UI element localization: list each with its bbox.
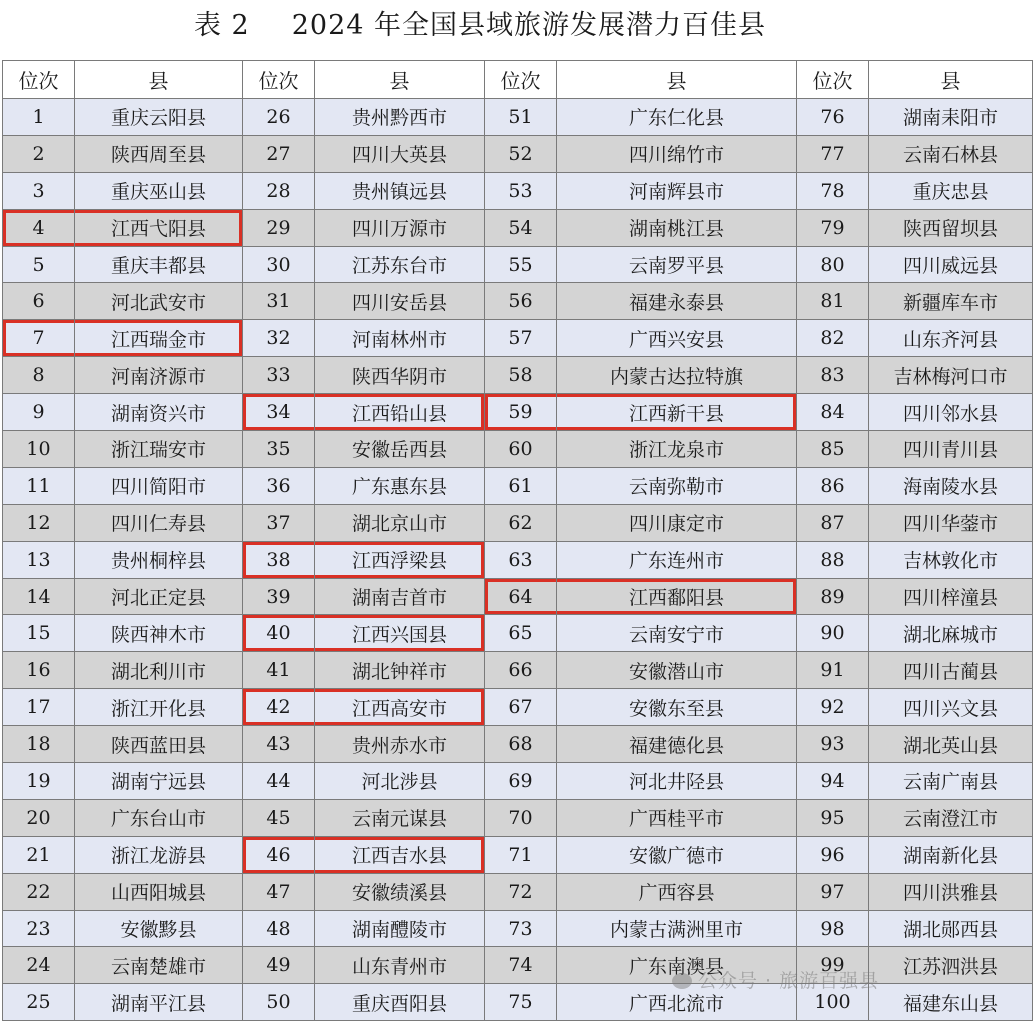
table-row	[3, 799, 1033, 836]
county-cell: 四川邻水县	[869, 394, 1033, 431]
county-cell: 浙江龙游县	[75, 836, 243, 873]
county-cell: 山东齐河县	[869, 320, 1033, 357]
county-cell: 江西鄱阳县	[557, 578, 797, 615]
rank-cell: 73	[485, 910, 557, 947]
rank-cell: 100	[797, 984, 869, 1021]
county-cell: 四川青川县	[869, 431, 1033, 468]
county-cell: 内蒙古满洲里市	[557, 910, 797, 947]
rank-cell: 19	[3, 763, 75, 800]
rank-cell: 46	[243, 836, 315, 873]
county-cell: 贵州黔西市	[315, 99, 485, 136]
rank-cell: 75	[485, 984, 557, 1021]
rank-cell: 79	[797, 209, 869, 246]
county-cell: 四川梓潼县	[869, 578, 1033, 615]
rank-cell: 47	[243, 873, 315, 910]
rank-cell: 95	[797, 799, 869, 836]
header-row	[3, 61, 1033, 99]
rank-cell: 96	[797, 836, 869, 873]
table-row	[3, 320, 1033, 357]
county-cell: 广东仁化县	[557, 99, 797, 136]
county-cell: 重庆巫山县	[75, 172, 243, 209]
county-cell: 湖南耒阳市	[869, 99, 1033, 136]
county-cell: 山东青州市	[315, 947, 485, 984]
table-row	[3, 504, 1033, 541]
table-body	[3, 99, 1033, 1021]
table-row	[3, 357, 1033, 394]
county-cell: 广西容县	[557, 873, 797, 910]
rank-cell: 6	[3, 283, 75, 320]
county-cell: 山西阳城县	[75, 873, 243, 910]
rank-cell: 9	[3, 394, 75, 431]
rank-cell: 44	[243, 763, 315, 800]
county-cell: 重庆云阳县	[75, 99, 243, 136]
rank-cell: 45	[243, 799, 315, 836]
table-row	[3, 431, 1033, 468]
county-cell: 四川简阳市	[75, 467, 243, 504]
county-cell: 湖南资兴市	[75, 394, 243, 431]
rank-cell: 93	[797, 726, 869, 763]
rank-cell: 12	[3, 504, 75, 541]
county-cell: 贵州镇远县	[315, 172, 485, 209]
table-row	[3, 394, 1033, 431]
rank-cell: 13	[3, 541, 75, 578]
county-cell: 四川万源市	[315, 209, 485, 246]
rank-cell: 61	[485, 467, 557, 504]
rank-cell: 72	[485, 873, 557, 910]
county-cell: 江西吉水县	[315, 836, 485, 873]
county-cell: 海南陵水县	[869, 467, 1033, 504]
rank-cell: 31	[243, 283, 315, 320]
rank-cell: 59	[485, 394, 557, 431]
rank-cell: 30	[243, 246, 315, 283]
county-cell: 江苏泗洪县	[869, 947, 1033, 984]
county-cell: 四川仁寿县	[75, 504, 243, 541]
rank-cell: 20	[3, 799, 75, 836]
county-cell: 广西北流市	[557, 984, 797, 1021]
rank-cell: 51	[485, 99, 557, 136]
rank-cell: 70	[485, 799, 557, 836]
county-cell: 广东连州市	[557, 541, 797, 578]
rank-cell: 68	[485, 726, 557, 763]
rank-cell: 60	[485, 431, 557, 468]
rank-cell: 81	[797, 283, 869, 320]
rank-cell: 56	[485, 283, 557, 320]
county-cell: 吉林梅河口市	[869, 357, 1033, 394]
table-row	[3, 873, 1033, 910]
rank-cell: 3	[3, 172, 75, 209]
table-row	[3, 172, 1033, 209]
county-cell: 广西兴安县	[557, 320, 797, 357]
rank-cell: 74	[485, 947, 557, 984]
rank-cell: 10	[3, 431, 75, 468]
rank-cell: 18	[3, 726, 75, 763]
rank-cell: 22	[3, 873, 75, 910]
county-cell: 湖南吉首市	[315, 578, 485, 615]
county-cell: 江苏东台市	[315, 246, 485, 283]
rank-cell: 5	[3, 246, 75, 283]
county-cell: 云南澄江市	[869, 799, 1033, 836]
table-row	[3, 246, 1033, 283]
county-cell: 云南罗平县	[557, 246, 797, 283]
county-cell: 云南广南县	[869, 763, 1033, 800]
rank-cell: 34	[243, 394, 315, 431]
county-cell: 安徽岳西县	[315, 431, 485, 468]
table-row	[3, 135, 1033, 172]
rank-cell: 78	[797, 172, 869, 209]
rank-cell: 29	[243, 209, 315, 246]
table-row	[3, 726, 1033, 763]
watermark-text: 公众号 · 旅游百强县	[698, 970, 880, 992]
rank-cell: 97	[797, 873, 869, 910]
rank-cell: 25	[3, 984, 75, 1021]
rank-cell: 87	[797, 504, 869, 541]
ranking-table	[2, 60, 1033, 1021]
county-cell: 江西高安市	[315, 689, 485, 726]
county-cell: 浙江瑞安市	[75, 431, 243, 468]
rank-cell: 23	[3, 910, 75, 947]
rank-cell: 39	[243, 578, 315, 615]
county-cell: 湖北利川市	[75, 652, 243, 689]
county-cell: 安徽东至县	[557, 689, 797, 726]
county-cell: 河北井陉县	[557, 763, 797, 800]
county-cell: 云南安宁市	[557, 615, 797, 652]
rank-cell: 53	[485, 172, 557, 209]
rank-cell: 66	[485, 652, 557, 689]
table-row	[3, 836, 1033, 873]
county-cell: 广东南澳县	[557, 947, 797, 984]
county-cell: 云南元谋县	[315, 799, 485, 836]
rank-cell: 89	[797, 578, 869, 615]
rank-cell: 99	[797, 947, 869, 984]
county-cell: 湖北麻城市	[869, 615, 1033, 652]
rank-cell: 27	[243, 135, 315, 172]
county-cell: 浙江龙泉市	[557, 431, 797, 468]
rank-cell: 11	[3, 467, 75, 504]
header-rank: 位次	[243, 61, 315, 99]
county-cell: 重庆忠县	[869, 172, 1033, 209]
table-row	[3, 209, 1033, 246]
header-rank: 位次	[485, 61, 557, 99]
table-row	[3, 763, 1033, 800]
county-cell: 河北涉县	[315, 763, 485, 800]
rank-cell: 21	[3, 836, 75, 873]
rank-cell: 17	[3, 689, 75, 726]
county-cell: 广西桂平市	[557, 799, 797, 836]
county-cell: 安徽潜山市	[557, 652, 797, 689]
county-cell: 湖北英山县	[869, 726, 1033, 763]
table-row	[3, 99, 1033, 136]
county-cell: 湖北郧西县	[869, 910, 1033, 947]
county-cell: 四川华蓥市	[869, 504, 1033, 541]
table-row	[3, 652, 1033, 689]
rank-cell: 41	[243, 652, 315, 689]
county-cell: 湖南醴陵市	[315, 910, 485, 947]
county-cell: 浙江开化县	[75, 689, 243, 726]
table-row	[3, 283, 1033, 320]
rank-cell: 71	[485, 836, 557, 873]
county-cell: 河南辉县市	[557, 172, 797, 209]
county-cell: 贵州桐梓县	[75, 541, 243, 578]
county-cell: 江西瑞金市	[75, 320, 243, 357]
wechat-icon	[672, 973, 692, 989]
rank-cell: 91	[797, 652, 869, 689]
rank-cell: 85	[797, 431, 869, 468]
rank-cell: 1	[3, 99, 75, 136]
rank-cell: 69	[485, 763, 557, 800]
rank-cell: 8	[3, 357, 75, 394]
watermark	[672, 966, 879, 993]
rank-cell: 26	[243, 99, 315, 136]
rank-cell: 4	[3, 209, 75, 246]
rank-cell: 24	[3, 947, 75, 984]
county-cell: 四川大英县	[315, 135, 485, 172]
county-cell: 四川古蔺县	[869, 652, 1033, 689]
county-cell: 河北正定县	[75, 578, 243, 615]
county-cell: 云南楚雄市	[75, 947, 243, 984]
rank-cell: 36	[243, 467, 315, 504]
county-cell: 湖南宁远县	[75, 763, 243, 800]
rank-cell: 28	[243, 172, 315, 209]
county-cell: 安徽黟县	[75, 910, 243, 947]
county-cell: 河南济源市	[75, 357, 243, 394]
county-cell: 江西兴国县	[315, 615, 485, 652]
table-title-text: 2024 年全国县域旅游发展潜力百佳县	[291, 10, 767, 41]
rank-cell: 50	[243, 984, 315, 1021]
county-cell: 福建永泰县	[557, 283, 797, 320]
county-cell: 陕西神木市	[75, 615, 243, 652]
county-cell: 湖南平江县	[75, 984, 243, 1021]
county-cell: 四川绵竹市	[557, 135, 797, 172]
rank-cell: 76	[797, 99, 869, 136]
rank-cell: 88	[797, 541, 869, 578]
county-cell: 安徽广德市	[557, 836, 797, 873]
table-row	[3, 689, 1033, 726]
rank-cell: 62	[485, 504, 557, 541]
county-cell: 四川康定市	[557, 504, 797, 541]
county-cell: 云南石林县	[869, 135, 1033, 172]
rank-cell: 16	[3, 652, 75, 689]
county-cell: 湖北钟祥市	[315, 652, 485, 689]
rank-cell: 42	[243, 689, 315, 726]
header-county: 县	[557, 61, 797, 99]
table-row	[3, 578, 1033, 615]
county-cell: 云南弥勒市	[557, 467, 797, 504]
rank-cell: 65	[485, 615, 557, 652]
county-cell: 湖北京山市	[315, 504, 485, 541]
county-cell: 福建东山县	[869, 984, 1033, 1021]
rank-cell: 54	[485, 209, 557, 246]
rank-cell: 94	[797, 763, 869, 800]
county-cell: 江西新干县	[557, 394, 797, 431]
rank-cell: 57	[485, 320, 557, 357]
header-county: 县	[869, 61, 1033, 99]
county-cell: 广东惠东县	[315, 467, 485, 504]
rank-cell: 82	[797, 320, 869, 357]
rank-cell: 86	[797, 467, 869, 504]
rank-cell: 49	[243, 947, 315, 984]
rank-cell: 52	[485, 135, 557, 172]
rank-cell: 83	[797, 357, 869, 394]
county-cell: 四川兴文县	[869, 689, 1033, 726]
county-cell: 江西铅山县	[315, 394, 485, 431]
rank-cell: 98	[797, 910, 869, 947]
table-number: 表 2	[193, 10, 250, 41]
county-cell: 湖南桃江县	[557, 209, 797, 246]
rank-cell: 55	[485, 246, 557, 283]
county-cell: 四川洪雅县	[869, 873, 1033, 910]
county-cell: 河南林州市	[315, 320, 485, 357]
county-cell: 江西弋阳县	[75, 209, 243, 246]
rank-cell: 58	[485, 357, 557, 394]
table-row	[3, 541, 1033, 578]
header-rank: 位次	[3, 61, 75, 99]
table-title	[0, 6, 960, 46]
county-cell: 陕西留坝县	[869, 209, 1033, 246]
rank-cell: 38	[243, 541, 315, 578]
rank-cell: 84	[797, 394, 869, 431]
county-cell: 陕西周至县	[75, 135, 243, 172]
county-cell: 内蒙古达拉特旗	[557, 357, 797, 394]
county-cell: 重庆丰都县	[75, 246, 243, 283]
county-cell: 重庆酉阳县	[315, 984, 485, 1021]
county-cell: 新疆库车市	[869, 283, 1033, 320]
header-county: 县	[315, 61, 485, 99]
header-rank: 位次	[797, 61, 869, 99]
rank-cell: 80	[797, 246, 869, 283]
rank-cell: 64	[485, 578, 557, 615]
table-row	[3, 467, 1033, 504]
county-cell: 四川威远县	[869, 246, 1033, 283]
county-cell: 安徽绩溪县	[315, 873, 485, 910]
rank-cell: 15	[3, 615, 75, 652]
county-cell: 河北武安市	[75, 283, 243, 320]
rank-cell: 63	[485, 541, 557, 578]
rank-cell: 40	[243, 615, 315, 652]
table-row	[3, 615, 1033, 652]
county-cell: 广东台山市	[75, 799, 243, 836]
county-cell: 吉林敦化市	[869, 541, 1033, 578]
rank-cell: 35	[243, 431, 315, 468]
rank-cell: 37	[243, 504, 315, 541]
rank-cell: 48	[243, 910, 315, 947]
rank-cell: 67	[485, 689, 557, 726]
county-cell: 四川安岳县	[315, 283, 485, 320]
rank-cell: 7	[3, 320, 75, 357]
county-cell: 陕西蓝田县	[75, 726, 243, 763]
header-county: 县	[75, 61, 243, 99]
county-cell: 陕西华阴市	[315, 357, 485, 394]
county-cell: 福建德化县	[557, 726, 797, 763]
rank-cell: 77	[797, 135, 869, 172]
rank-cell: 2	[3, 135, 75, 172]
county-cell: 湖南新化县	[869, 836, 1033, 873]
rank-cell: 90	[797, 615, 869, 652]
rank-cell: 43	[243, 726, 315, 763]
rank-cell: 92	[797, 689, 869, 726]
rank-cell: 14	[3, 578, 75, 615]
county-cell: 贵州赤水市	[315, 726, 485, 763]
rank-cell: 32	[243, 320, 315, 357]
rank-cell: 33	[243, 357, 315, 394]
county-cell: 江西浮梁县	[315, 541, 485, 578]
table-row	[3, 910, 1033, 947]
